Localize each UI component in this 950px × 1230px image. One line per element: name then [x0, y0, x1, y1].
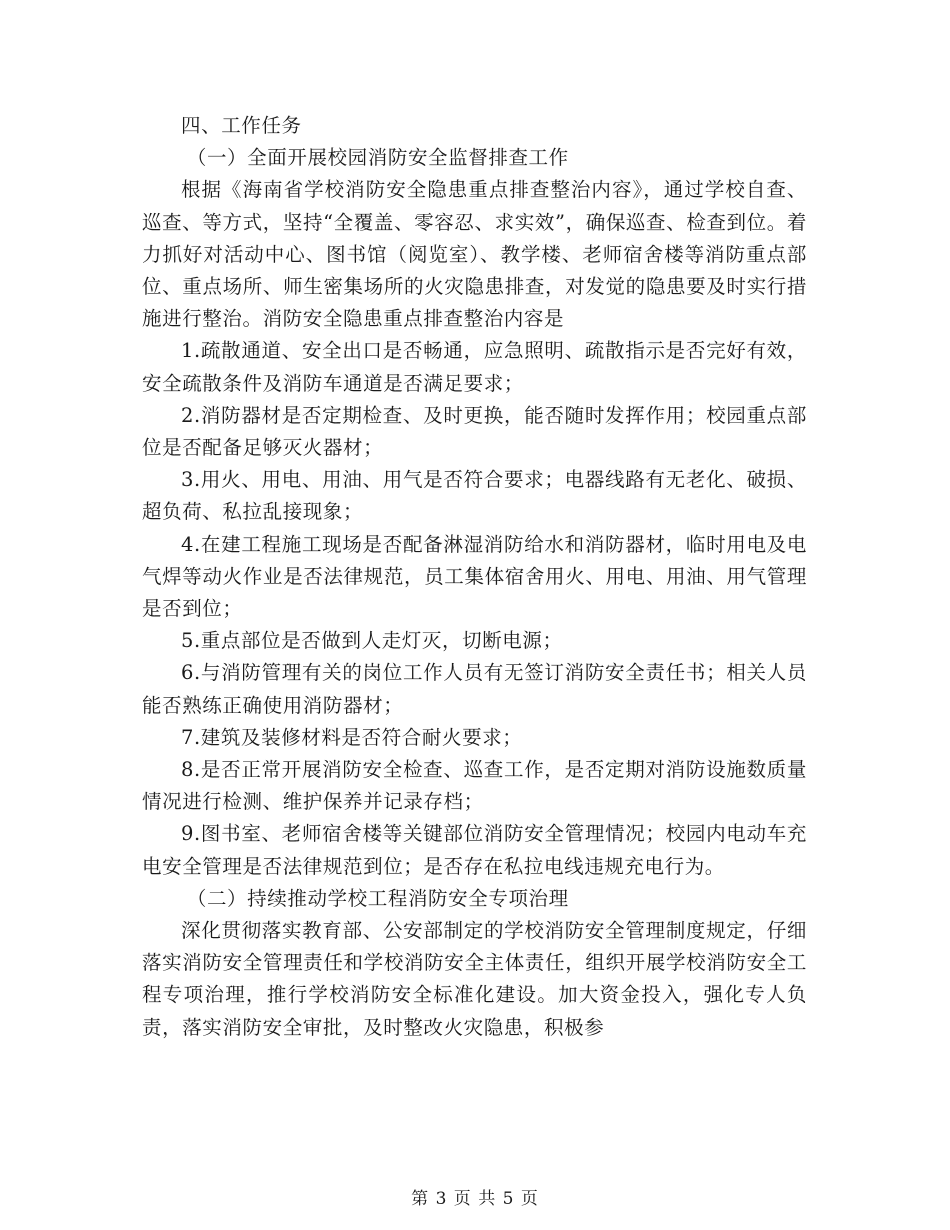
section-heading: 四、工作任务: [181, 114, 302, 137]
document-body: [142, 110, 807, 1044]
page-number-footer: 第 3 页 共 5 页: [411, 1189, 539, 1209]
list-item: 3.用火、用电、用油、用气是否符合要求；电器线路有无老化、破损、超负荷、私拉乱接现象；: [142, 468, 807, 524]
list-item: 8.是否正常开展消防安全检查、巡查工作，是否定期对消防设施数质量情况进行检测、维护保养并记录存档；: [142, 758, 807, 814]
list-item: 6.与消防管理有关的岗位工作人员有无签订消防安全责任书；相关人员能否熟练正确使用消防器材；: [142, 661, 807, 717]
list-item: 7.建筑及装修材料是否符合耐火要求；: [181, 725, 523, 749]
list-item: 4.在建工程施工现场是否配备淋湿消防给水和消防器材，临时用电及电气焊等动火作业是否法律规范，员工集体宿舍用火、用电、用油、用气管理是否到位；: [142, 532, 807, 621]
list-item: 1.疏散通道、安全出口是否畅通，应急照明、疏散指示是否完好有效，安全疏散条件及消防车通道是否满足要求；: [142, 339, 807, 395]
subsection-title-1: （一）全面开展校园消防安全监督排查工作: [186, 146, 569, 170]
list-item: 5.重点部位是否做到人走灯灭，切断电源；: [181, 629, 563, 653]
subsection-title-2: （二）持续推动学校工程消防安全专项治理: [186, 886, 569, 910]
paragraph-intro: 根据《海南省学校消防安全隐患重点排查整治内容》，通过学校自查、巡查、等方式，坚持“全覆盖、零容忍、求实效”，确保巡查、检查到位。着力抓好对活动中心、图书馆（阅览室）、教学楼、老师宿舍楼等消防重点部位、重点场所、师生密集场所的火灾隐患排查，对发觉的隐患要及时实行措施进行整治。消防安全隐患重点排查整治内容是: [142, 178, 807, 331]
list-item: 2.消防器材是否定期检查、及时更换，能否随时发挥作用；校园重点部位是否配备足够灭火器材；: [142, 403, 807, 460]
list-item: 9.图书室、老师宿舍楼等关键部位消防安全管理情况；校园内电动车充电安全管理是否法律规范到位；是否存在私拉电线违规充电行为。: [142, 822, 807, 878]
paragraph-section2: 深化贯彻落实教育部、公安部制定的学校消防安全管理制度规定，仔细落实消防安全管理责任和学校消防安全主体责任，组织开展学校消防安全工程专项治理，推行学校消防安全标准化建设。加大资金投入，强化专人负责，落实消防安全审批，及时整改火灾隐患，积极参: [142, 919, 807, 1039]
